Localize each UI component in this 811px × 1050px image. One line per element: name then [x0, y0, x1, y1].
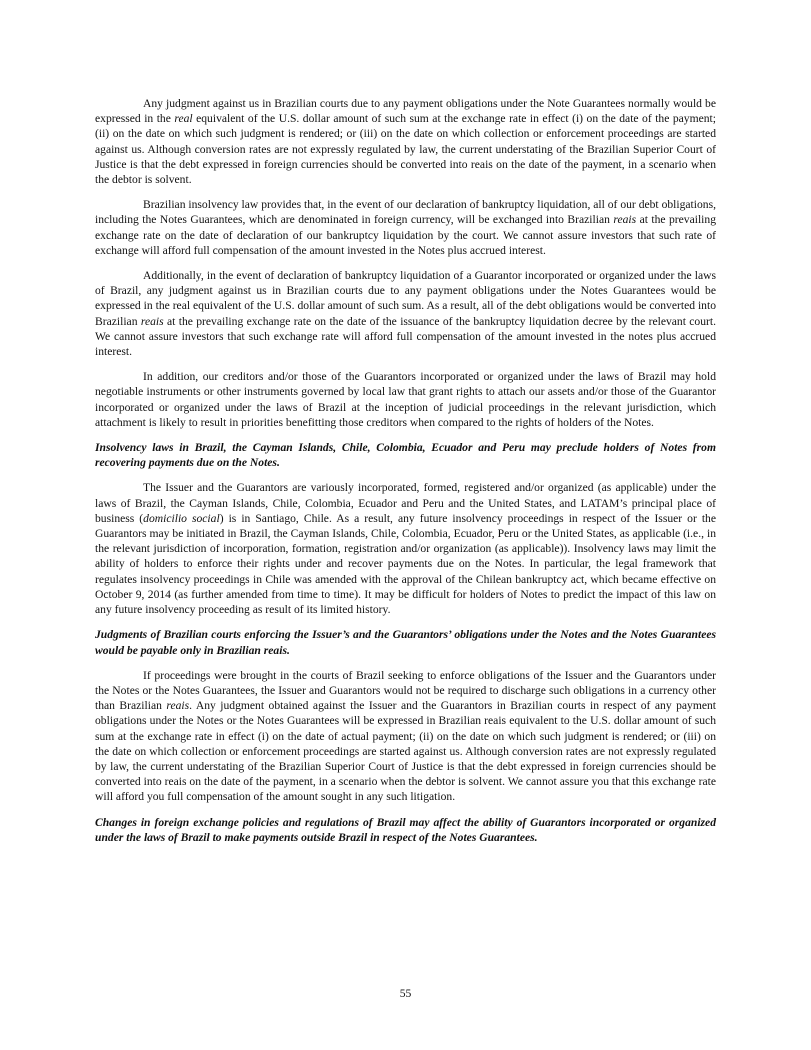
paragraph-text: ) is in Santiago, Chile. As a result, any future insolvency proceedings in respect of the Issuer or the Guarantors may be initiated in Brazil, the Cayman Islands, Chile, Colombia, Ecuador, Peru or the United States, as applicable (i.e., in the relevant jurisdiction of incorporation, formation, registration and/or organization (as applicable)). Insolvency laws may limit the ability of holders to enforce their rights under and recover payments due on the Notes. In particular, the legal framework that regulates insolvency proceedings in Chile was amended with the approval of the Chilean bankruptcy act, which became effective on October 9, 2014 (as further amended from time to time). It may be difficult for holders of Notes to predict the impact of this law on any future insolvency proceeding as result of its limited history. — [95, 511, 716, 617]
italic-term: reais — [613, 213, 637, 227]
paragraph-proceedings-in-courts-of-brazil — [95, 668, 716, 805]
italic-term: reais — [166, 699, 190, 713]
paragraph-text: equivalent of the U.S. dollar amount of such sum at the exchange rate in effect (i) on the date of the payment; (ii) on the date on which such judgment is rendered; or (iii) on the date on which collection or enforcement proceedings are started against us. Although conversion rates are not expressly regulated by law, the current understating of the Brazilian Superior Court of Justice is that the debt expressed in foreign currencies should be converted into reais on the date of the payment, in a scenario when the debtor is solvent. — [95, 112, 717, 187]
paragraph-issuer-and-guarantors-jurisdictions — [95, 480, 716, 617]
italic-term: reais — [140, 314, 164, 328]
paragraph-text: Any judgment against us in Brazilian courts due to any payment obligations under the Note Guarantees normally would be expressed in the — [95, 97, 716, 126]
paragraph-text: at the prevailing exchange rate on the date of the issuance of the bankruptcy liquidation decree by the relevant court. We cannot assure investors that such exchange rate will afford full compensation of the amount invested in the notes plus accrued interest. — [95, 314, 717, 359]
document-page — [95, 96, 716, 855]
heading-judgments-payable-in-reais: Judgments of Brazilian courts enforcing the Issuer’s and the Guarantors’ obligations under the Notes and the Notes Guarantees would be payable only in Brazilian reais. — [95, 628, 716, 657]
paragraph-text: If proceedings were brought in the courts of Brazil seeking to enforce obligations of the Issuer and the Guarantors under the Notes or the Notes Guarantees, the Issuer and Guarantors would not be required to discharge such obligations in a currency other than Brazilian — [95, 668, 716, 713]
italic-term: real — [174, 112, 193, 126]
heading-insolvency-laws: Insolvency laws in Brazil, the Cayman Islands, Chile, Colombia, Ecuador and Peru may preclude holders of Notes from recovering payments due on the Notes. — [95, 441, 716, 470]
paragraph-text: at the prevailing exchange rate on the date of declaration of our bankruptcy liquidation by the court. We cannot assure investors that such rate of exchange will afford full compensation of the amount invested in the Notes plus accrued interest. — [95, 213, 716, 257]
page-number: 55 — [399, 987, 412, 1000]
paragraph-text: Additionally, in the event of declaration of bankruptcy liquidation of a Guarantor incorporated or organized under the laws of Brazil, any judgment against us in Brazilian courts due to any payment obligations under the Notes Guarantees would be expressed in the real equivalent of the U.S. dollar amount of such sum. As a result, all of the debt obligations would be converted into Brazilian — [95, 269, 716, 328]
paragraph-text: The Issuer and the Guarantors are variously incorporated, formed, registered and/or organized (as applicable) under the laws of Brazil, the Cayman Islands, Chile, Colombia, Ecuador and Peru and the United States, and LATAM’s principal place of business ( — [95, 481, 716, 525]
paragraph-brazilian-insolvency-law — [95, 197, 716, 258]
paragraph-text: Brazilian insolvency law provides that, in the event of our declaration of bankruptcy liquidation, all of our debt obligations, including the Notes Guarantees, which are denominated in foreign currency, will be exchanged into Brazilian — [95, 198, 716, 227]
paragraph-text: . Any judgment obtained against the Issuer and the Guarantors in Brazilian courts in respect of any payment obligations under the Notes or the Notes Guarantees will be expressed in Brazilian reais equivalent to the U.S. dollar amount of such sum at the exchange rate in effect (i) on the date of actual payment; (ii) on the date on which such judgment is rendered; or (iii) on the date on which collection or enforcement proceedings are started against us. Although conversion rates are not expressly regulated by law, the current understating of the Brazilian Superior Court of Justice is that the debt expressed in foreign currencies should be converted into reais on the date of the payment, in a scenario when the debtor is solvent. We cannot assure you that this exchange rate will afford you full compensation of the amount sought in any such litigation. — [95, 699, 717, 804]
italic-term: domicilio social — [143, 511, 220, 525]
heading-foreign-exchange-policies: Changes in foreign exchange policies and regulations of Brazil may affect the ability of Guarantors incorporated or organized under the laws of Brazil to make payments outside Brazil in respect of the Notes Guarantees. — [95, 815, 716, 844]
paragraph-guarantor-bankruptcy-liquidation — [95, 268, 716, 359]
paragraph-judgment-expressed-in-real — [95, 96, 716, 187]
paragraph-creditors-negotiable-instruments: In addition, our creditors and/or those of the Guarantors incorporated or organized under the laws of Brazil may hold negotiable instruments or other instruments governed by local law that grant rights to attach our assets and/or those of the Guarantor incorporated or organized under the laws of Brazil at the inception of judicial proceedings in the relevant jurisdiction, which attachment is likely to result in priorities benefitting those creditors when compared to the rights of holders of the Notes. — [95, 370, 716, 429]
